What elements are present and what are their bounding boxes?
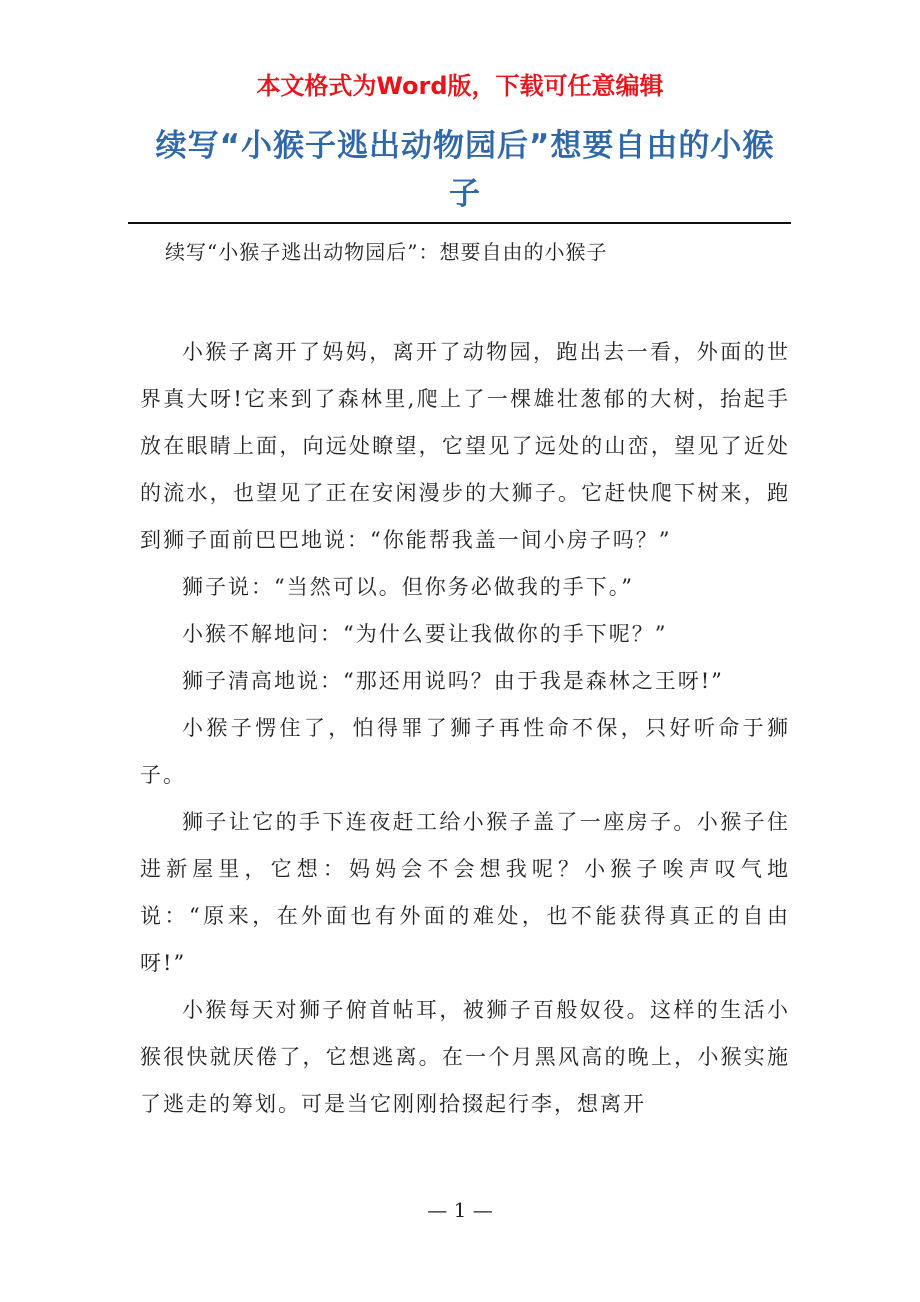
- title-divider: [128, 222, 791, 224]
- document-subtitle: 续写“小猴子逃出动物园后”：想要自由的小猴子: [165, 240, 608, 264]
- paragraph: 小猴每天对狮子俯首帖耳，被狮子百般奴役。这样的生活小猴很快就厌倦了，它想逃离。在一个月黑风高的晚上，小猴实施了逃走的筹划。可是当它刚刚拾掇起行李，想离开: [140, 998, 790, 1116]
- format-notice: 本文格式为Word版，下载可任意编辑: [256, 72, 664, 100]
- paragraph: 小猴子愣住了，怕得罪了狮子再性命不保，只好听命于狮子。: [140, 716, 790, 787]
- paragraph: 狮子说：“当然可以。但你务必做我的手下。”: [182, 575, 634, 599]
- document-title: 续写“小猴子逃出动物园后”想要自由的小猴子: [155, 128, 775, 212]
- paragraph: 狮子让它的手下连夜赶工给小猴子盖了一座房子。小猴子住进新屋里，它想：妈妈会不会想我呢？小猴子唉声叹气地说：“原来，在外面也有外面的难处，也不能获得真正的自由呀!”: [140, 810, 790, 975]
- paragraph: 狮子清高地说：“那还用说吗？由于我是森林之王呀!”: [182, 669, 724, 693]
- paragraph: 小猴不解地问：“为什么要让我做你的手下呢？”: [182, 622, 668, 646]
- document-body: [140, 329, 790, 1128]
- paragraph: 小猴子离开了妈妈，离开了动物园，跑出去一看，外面的世界真大呀!它来到了森林里,爬上了一棵雄壮葱郁的大树，抬起手放在眼睛上面，向远处瞭望，它望见了远处的山峦，望见了近处的流水，也望见了正在安闲漫步的大狮子。它赶快爬下树来，跑到狮子面前巴巴地说：“你能帮我盖一间小房子吗？”: [140, 340, 790, 552]
- page-number: — 1 —: [427, 1198, 493, 1222]
